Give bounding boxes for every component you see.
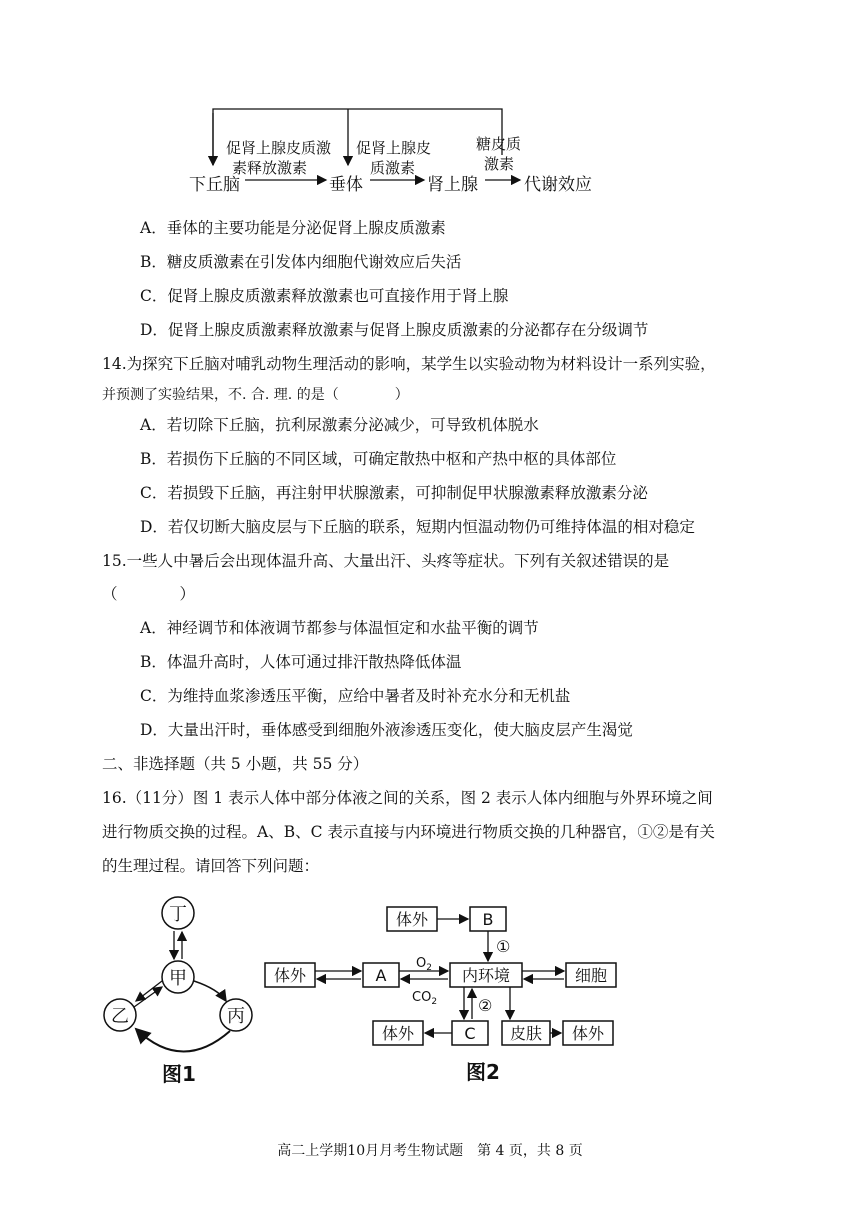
fig2-label-internal-env: 内环境: [461, 966, 511, 985]
arrow1-label-line2: 素释放激素: [232, 159, 308, 177]
q16-line1: 16.（11分）图 1 表示人体中部分体液之间的关系，图 2 表示人体内细胞与外界环境之间: [102, 789, 713, 807]
fig1-node-ding: 丁: [169, 904, 187, 925]
fig2-marker-1: ①: [496, 937, 511, 956]
figure2-material-exchange: [260, 895, 620, 1090]
fig1-arrow-jia-yi: [136, 981, 162, 1001]
q15-option-c: C．为维持血浆渗透压平衡，应给中暑者及时补充水分和无机盐: [140, 687, 571, 705]
fig1-node-jia: 甲: [169, 968, 187, 989]
q15-stem-line1: 15.一些人中暑后会出现体温升高、大量出汗、头疼等症状。下列有关叙述错误的是: [102, 552, 670, 570]
fig1-arrow-yi-jia: [134, 987, 162, 1007]
q14-option-d: D．若仅切断大脑皮层与下丘脑的联系，短期内恒温动物仍可维持体温的相对稳定: [140, 518, 695, 536]
section2-heading: 二、非选择题（共 5 小题，共 55 分）: [102, 755, 369, 773]
fig2-label-outside-right: 体外: [571, 1024, 605, 1043]
q14-option-a: A．若切除下丘脑，抗利尿激素分泌减少，可导致机体脱水: [140, 416, 539, 434]
fig2-label-outside-bottom: 体外: [381, 1024, 415, 1043]
arrow2-label-line1: 促肾上腺皮: [356, 139, 432, 157]
fig2-label-c: C: [464, 1024, 476, 1043]
node-metabolic-effect: 代谢效应: [524, 175, 592, 195]
page-footer: 高二上学期10月月考生物试题 第 4 页，共 8 页: [277, 1143, 583, 1159]
arrow3-label-line2: 激素: [484, 155, 515, 173]
fig2-marker-2: ②: [478, 996, 493, 1015]
q13-option-c: C．促肾上腺皮质激素释放激素也可直接作用于肾上腺: [140, 287, 509, 305]
q16-line2: 进行物质交换的过程。A、B、C 表示直接与内环境进行物质交换的几种器官，①②是有关: [102, 823, 715, 841]
fig1-arrow-jia-bing: [194, 981, 226, 1001]
figure1-body-fluids: [90, 885, 270, 1100]
fig1-arrow-bing-yi: [136, 1029, 230, 1052]
q16-line3: 的生理过程。请回答下列问题：: [102, 857, 320, 875]
fig2-label-outside-top: 体外: [395, 910, 429, 929]
node-adrenal: 肾上腺: [427, 175, 478, 195]
q14-option-c: C．若损毁下丘脑，再注射甲状腺激素，可抑制促甲状腺激素释放激素分泌: [140, 484, 648, 502]
q14-option-b: B．若损伤下丘脑的不同区域，可确定散热中枢和产热中枢的具体部位: [140, 450, 617, 468]
q15-option-d: D．大量出汗时，垂体感受到细胞外液渗透压变化，使大脑皮层产生渴觉: [140, 721, 633, 739]
fig2-label-a: A: [375, 966, 387, 985]
q13-option-a: A．垂体的主要功能是分泌促肾上腺皮质激素: [140, 219, 446, 237]
fig1-node-yi: 乙: [111, 1006, 129, 1027]
fig1-node-bing: 丙: [227, 1006, 245, 1027]
q13-option-b: B．糖皮质激素在引发体内细胞代谢效应后失活: [140, 253, 462, 271]
fig2-o2-label: $O_2$: [416, 956, 432, 973]
fig2-label-outside-left: 体外: [273, 966, 307, 985]
q15-option-b: B．体温升高时，人体可通过排汗散热降低体温: [140, 653, 462, 671]
node-pituitary: 垂体: [329, 175, 363, 195]
q14-stem-line1: 14.为探究下丘脑对哺乳动物生理活动的影响，某学生以实验动物为材料设计一系列实验，: [102, 355, 716, 373]
node-hypothalamus: 下丘脑: [189, 175, 240, 195]
arrow2-label-line2: 质激素: [370, 159, 416, 177]
q15-stem-line2: （ ）: [102, 585, 196, 603]
arrow1-label-line1: 促肾上腺皮质激: [226, 139, 332, 157]
fig2-label-skin: 皮肤: [509, 1024, 543, 1043]
fig2-label-b: B: [482, 910, 494, 929]
fig2-co2-label: $CO_2$: [412, 990, 438, 1007]
arrow3-label-line1: 糖皮质: [476, 135, 522, 153]
q14-stem-line2: 并预测了实验结果，不. 合. 理. 的是（ ）: [102, 387, 409, 403]
fig2-label-cell: 细胞: [574, 966, 608, 985]
figure1-caption: 图1: [162, 1062, 196, 1086]
figure2-caption: 图2: [466, 1060, 500, 1084]
q13-option-d: D．促肾上腺皮质激素释放激素与促肾上腺皮质激素的分泌都存在分级调节: [140, 321, 649, 339]
q15-option-a: A．神经调节和体液调节都参与体温恒定和水盐平衡的调节: [140, 619, 539, 637]
